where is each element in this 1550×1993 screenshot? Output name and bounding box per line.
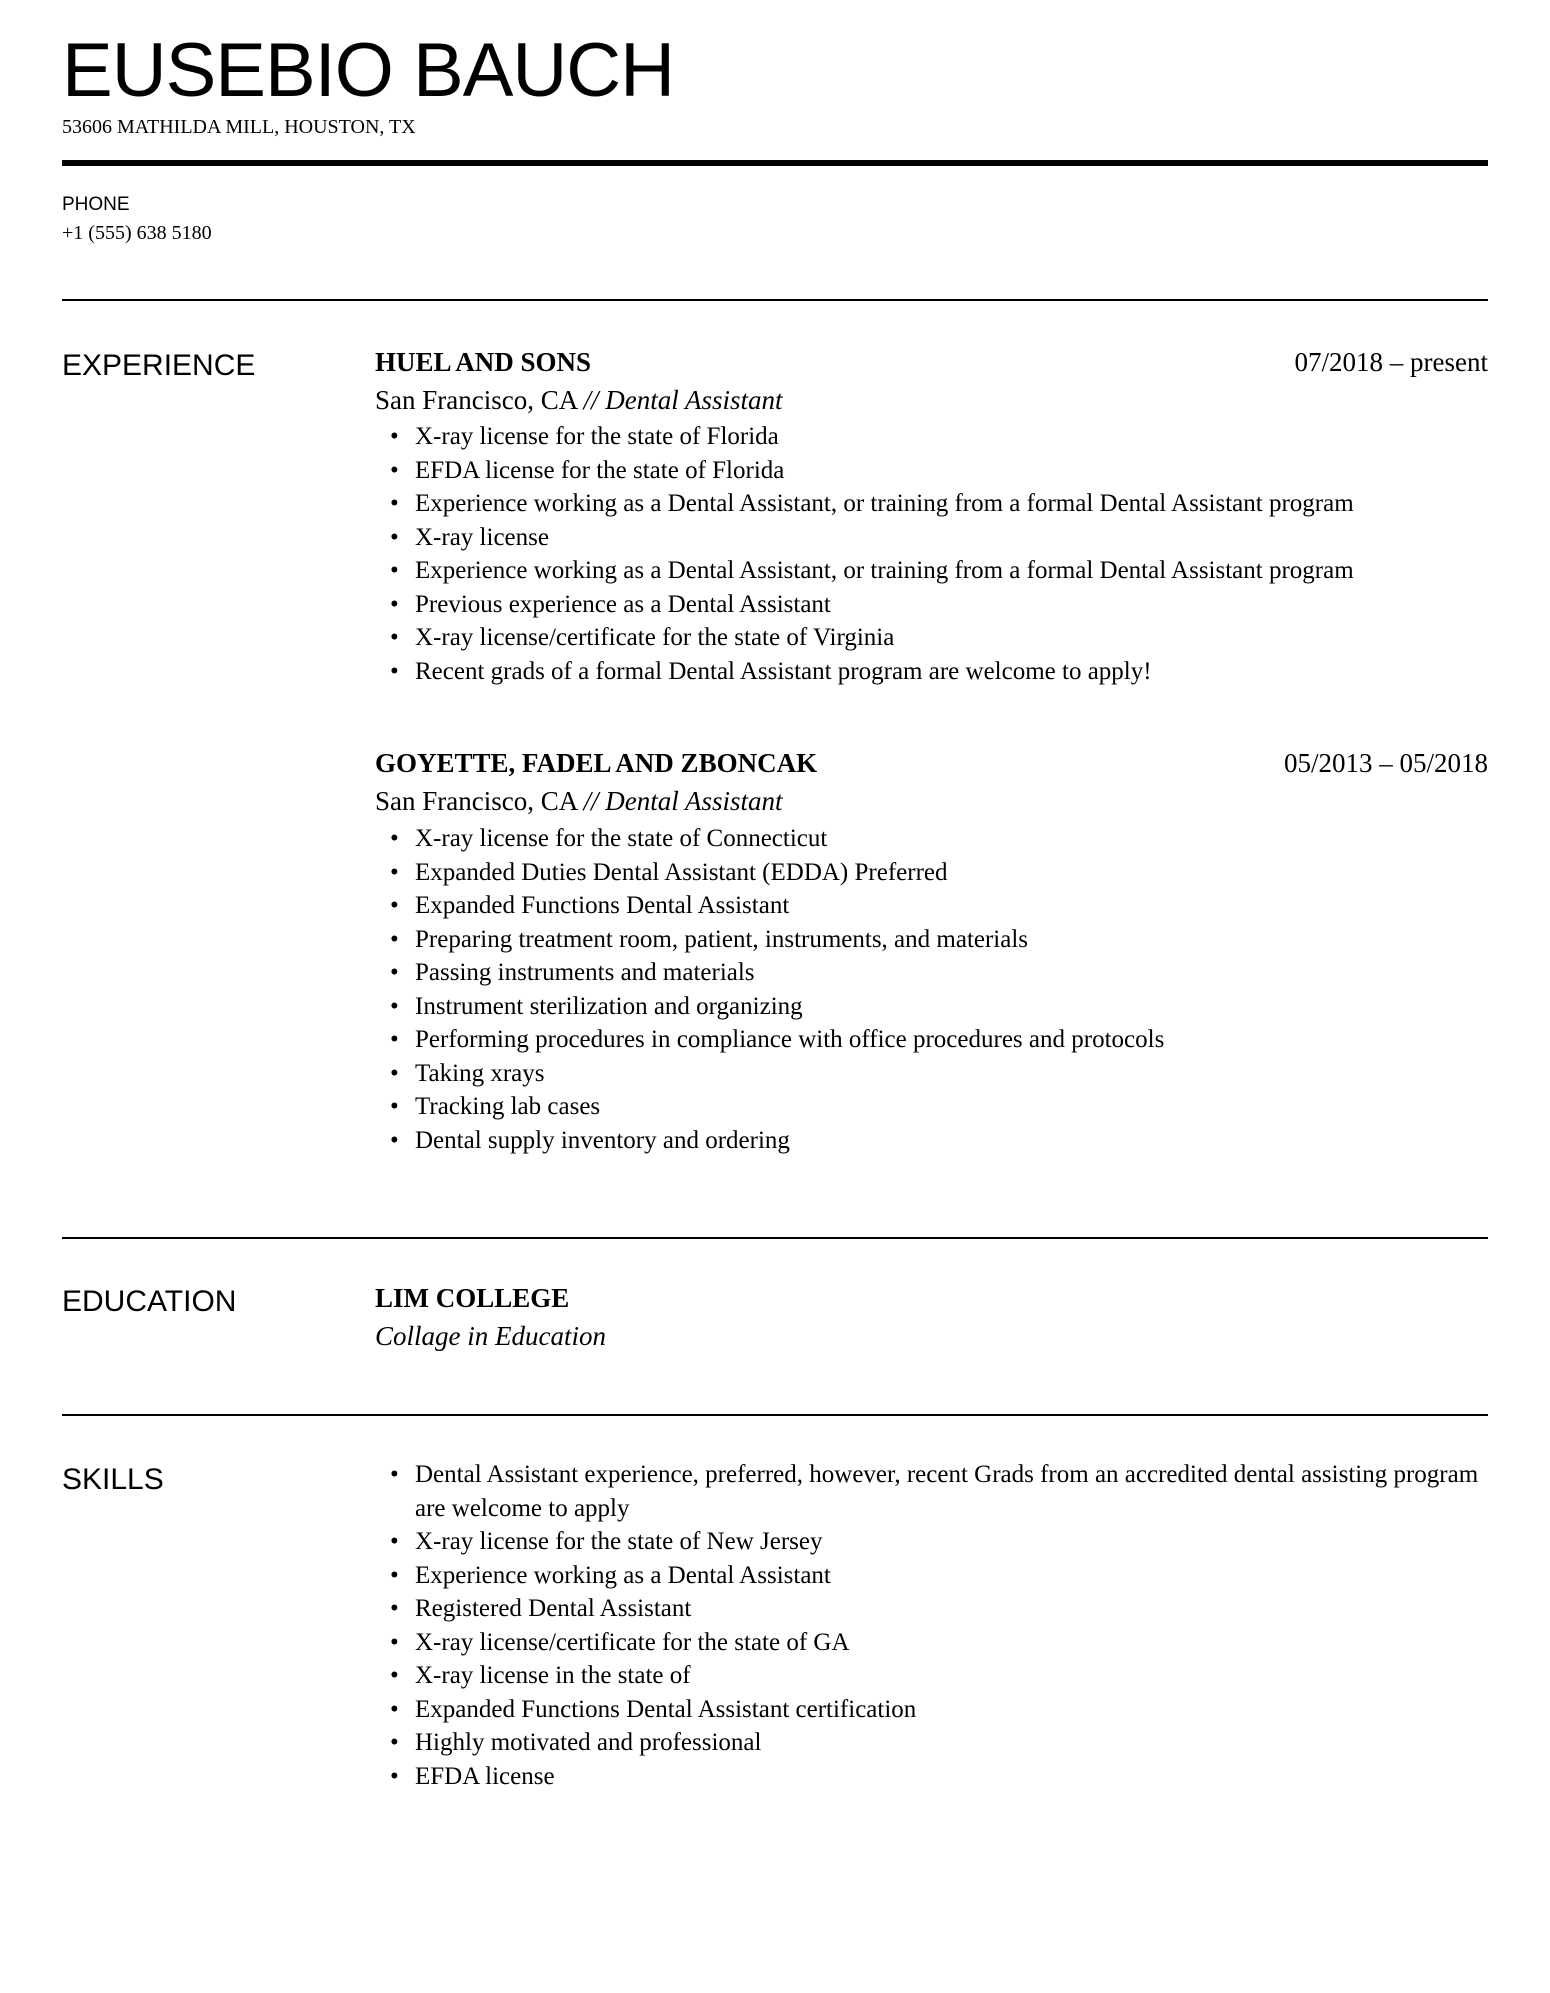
list-item: • Passing instruments and materials	[415, 956, 1488, 990]
job-location: San Francisco, CA	[375, 385, 577, 415]
list-item: • Registered Dental Assistant	[415, 1592, 1488, 1626]
list-item: • Recent grads of a formal Dental Assistant program are welcome to apply!	[415, 655, 1488, 689]
job-bullets	[375, 822, 1488, 1157]
meta-separator: //	[583, 786, 599, 816]
list-item: • Taking xrays	[415, 1057, 1488, 1091]
skills-list	[375, 1458, 1488, 1793]
job-role: Dental Assistant	[605, 385, 783, 415]
list-item: • Expanded Functions Dental Assistant certification	[415, 1693, 1488, 1727]
address: 53606 MATHILDA MILL, HOUSTON, TX	[62, 116, 416, 138]
job-dates: 05/2013 – 05/2018	[1283, 748, 1488, 778]
list-item: • X-ray license	[415, 521, 1488, 555]
list-item: • Highly motivated and professional	[415, 1726, 1488, 1760]
list-item: • Experience working as a Dental Assistant, or training from a formal Dental Assistant program	[415, 554, 1488, 588]
list-item: • Performing procedures in compliance with office procedures and protocols	[415, 1023, 1488, 1057]
list-item: • Expanded Functions Dental Assistant	[415, 889, 1488, 923]
section-divider	[62, 299, 1488, 301]
company-name: HUEL AND SONS	[375, 347, 592, 377]
phone-number: +1 (555) 638 5180	[62, 222, 212, 244]
list-item: • X-ray license in the state of	[415, 1659, 1488, 1693]
job-meta	[375, 782, 1488, 820]
header-divider	[62, 160, 1488, 166]
list-item: • Previous experience as a Dental Assistant	[415, 588, 1488, 622]
experience-title: EXPERIENCE	[62, 349, 256, 382]
list-item: • X-ray license/certificate for the state of Virginia	[415, 621, 1488, 655]
degree: Collage in Education	[375, 1321, 606, 1351]
company-name: GOYETTE, FADEL AND ZBONCAK	[375, 748, 818, 778]
candidate-name: EUSEBIO BAUCH	[62, 28, 675, 113]
list-item: • Instrument sterilization and organizing	[415, 990, 1488, 1024]
job-location: San Francisco, CA	[375, 786, 577, 816]
list-item: • X-ray license for the state of New Jersey	[415, 1525, 1488, 1559]
list-item: • Tracking lab cases	[415, 1090, 1488, 1124]
list-item: • X-ray license for the state of Connecticut	[415, 822, 1488, 856]
school-name: LIM COLLEGE	[375, 1283, 570, 1313]
job-bullets	[375, 420, 1488, 688]
list-item: • Preparing treatment room, patient, instruments, and materials	[415, 923, 1488, 957]
education-section	[375, 1279, 1488, 1355]
section-divider	[62, 1237, 1488, 1239]
list-item: • X-ray license/certificate for the state of GA	[415, 1626, 1488, 1660]
job-entry	[375, 744, 1488, 1157]
meta-separator: //	[583, 385, 599, 415]
job-dates: 07/2018 – present	[1294, 347, 1488, 377]
list-item: • EFDA license	[415, 1760, 1488, 1794]
experience-section	[375, 343, 1488, 1157]
list-item: • Expanded Duties Dental Assistant (EDDA) Preferred	[415, 856, 1488, 890]
list-item: • Dental supply inventory and ordering	[415, 1124, 1488, 1158]
list-item: • Experience working as a Dental Assistant, or training from a formal Dental Assistant program	[415, 487, 1488, 521]
job-meta	[375, 381, 1488, 419]
section-divider	[62, 1414, 1488, 1416]
phone-label: PHONE	[62, 194, 130, 215]
list-item: • Experience working as a Dental Assistant	[415, 1559, 1488, 1593]
job-role: Dental Assistant	[605, 786, 783, 816]
job-entry	[375, 343, 1488, 688]
education-title: EDUCATION	[62, 1285, 237, 1318]
list-item: • X-ray license for the state of Florida	[415, 420, 1488, 454]
list-item: • Dental Assistant experience, preferred, however, recent Grads from an accredited dental assisting program are welcome to apply	[415, 1458, 1488, 1525]
skills-title: SKILLS	[62, 1463, 164, 1496]
skills-section	[375, 1458, 1488, 1793]
list-item: • EFDA license for the state of Florida	[415, 454, 1488, 488]
